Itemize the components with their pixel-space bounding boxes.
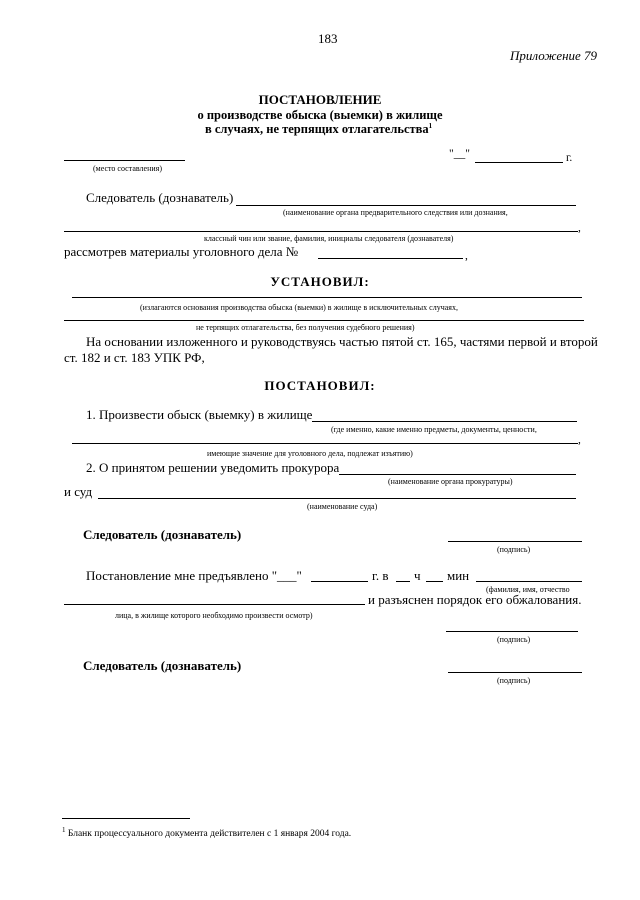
decided-item-1-line [312, 421, 577, 422]
investigator-rank-line [64, 231, 578, 232]
decided-item-2-caption: (наименование органа прокуратуры) [388, 477, 513, 486]
announced-text: Постановление мне предъявлено "___" [86, 568, 302, 583]
announced-sign-line [446, 631, 578, 632]
signature-1-label: Следователь (дознаватель) [83, 527, 242, 542]
footnote-separator [62, 818, 190, 819]
investigator-label: Следователь (дознаватель) [86, 190, 234, 205]
signature-2-label: Следователь (дознаватель) [83, 658, 242, 673]
announced-fio-line [476, 581, 582, 582]
announced-hour-line [396, 581, 410, 582]
established-caption-1: (излагаются основания производства обыска (выемки) в жилище в исключительных случаях, [140, 303, 458, 312]
announced-min-line [426, 581, 443, 582]
court-line [98, 498, 576, 499]
announced-fio-caption: (фамилия, имя, отчество [486, 585, 570, 594]
established-line-2 [64, 320, 584, 321]
decided-item-2-line [339, 474, 576, 475]
doc-subtitle-1: о производстве обыска (выемки) в жилище [197, 108, 443, 122]
signature-1-line [448, 541, 582, 542]
announced-explained: и разъяснен порядок его обжалования. [368, 592, 582, 607]
decided-item-1-comma: , [578, 434, 581, 446]
case-comma: , [465, 250, 468, 262]
announced-year: г. в [372, 568, 389, 583]
court-label: и суд [64, 484, 93, 499]
investigator-org-line [236, 205, 576, 206]
doc-subtitle-2 [205, 122, 432, 137]
footnote-text: Бланк процессуального документа действителен с 1 января 2004 года. [67, 829, 352, 840]
established-heading: УСТАНОВИЛ: [270, 274, 370, 289]
decided-item-1: 1. Произвести обыск (выемку) в жилище [86, 407, 313, 422]
appendix-label: Приложение 79 [510, 48, 598, 63]
signature-2-line [448, 672, 582, 673]
date-year-label: г. [566, 152, 573, 164]
title-footnote-mark: 1 [428, 122, 433, 130]
decided-item-2: 2. О принятом решении уведомить прокурора [86, 460, 340, 475]
date-line [475, 162, 563, 163]
court-caption: (наименование суда) [307, 502, 378, 511]
doc-subtitle-2-text: в случаях, не терпящих отлагательства [205, 122, 429, 137]
case-number-line [318, 258, 463, 259]
announced-hour: ч [414, 568, 421, 583]
announced-month-line [311, 581, 368, 582]
decided-item-1-line-2 [72, 443, 578, 444]
investigator-org-caption: (наименование органа предварительного следствия или дознания, [283, 208, 508, 217]
footnote-mark: 1 [62, 826, 66, 834]
doc-title: ПОСТАНОВЛЕНИЕ [258, 92, 382, 107]
announced-min: мин [447, 568, 470, 583]
signature-1-caption: (подпись) [497, 545, 531, 554]
signature-2-caption: (подпись) [497, 676, 531, 685]
investigator-rank-caption: классный чин или звание, фамилия, инициалы следователя (дознавателя) [204, 234, 454, 243]
decided-item-1-caption-1: (где именно, какие именно предметы, документы, ценности, [331, 425, 537, 434]
footnote [62, 826, 351, 839]
announced-person-caption: лица, в жилище которого необходимо произвести осмотр) [115, 611, 313, 620]
decided-item-1-caption-2: имеющие значение для уголовного дела, подлежат изъятию) [207, 449, 413, 458]
basis-line-2: ст. 182 и ст. 183 УПК РФ, [64, 350, 205, 365]
decided-heading: ПОСТАНОВИЛ: [264, 378, 376, 393]
established-caption-2: не терпящих отлагательства, без получения судебного решения) [196, 323, 415, 332]
investigator-comma: , [578, 222, 581, 234]
place-line [64, 160, 185, 161]
established-line-1 [72, 297, 582, 298]
page-number: 183 [318, 31, 338, 46]
basis-line-1: На основании изложенного и руководствуясь частью пятой ст. 165, частями первой и второй [86, 334, 598, 349]
case-label: рассмотрев материалы уголовного дела № [64, 244, 299, 259]
announced-sign-caption: (подпись) [497, 635, 531, 644]
place-caption: (место составления) [93, 164, 162, 173]
date-day-quotes: "__" [449, 148, 470, 160]
announced-person-line [64, 604, 365, 605]
